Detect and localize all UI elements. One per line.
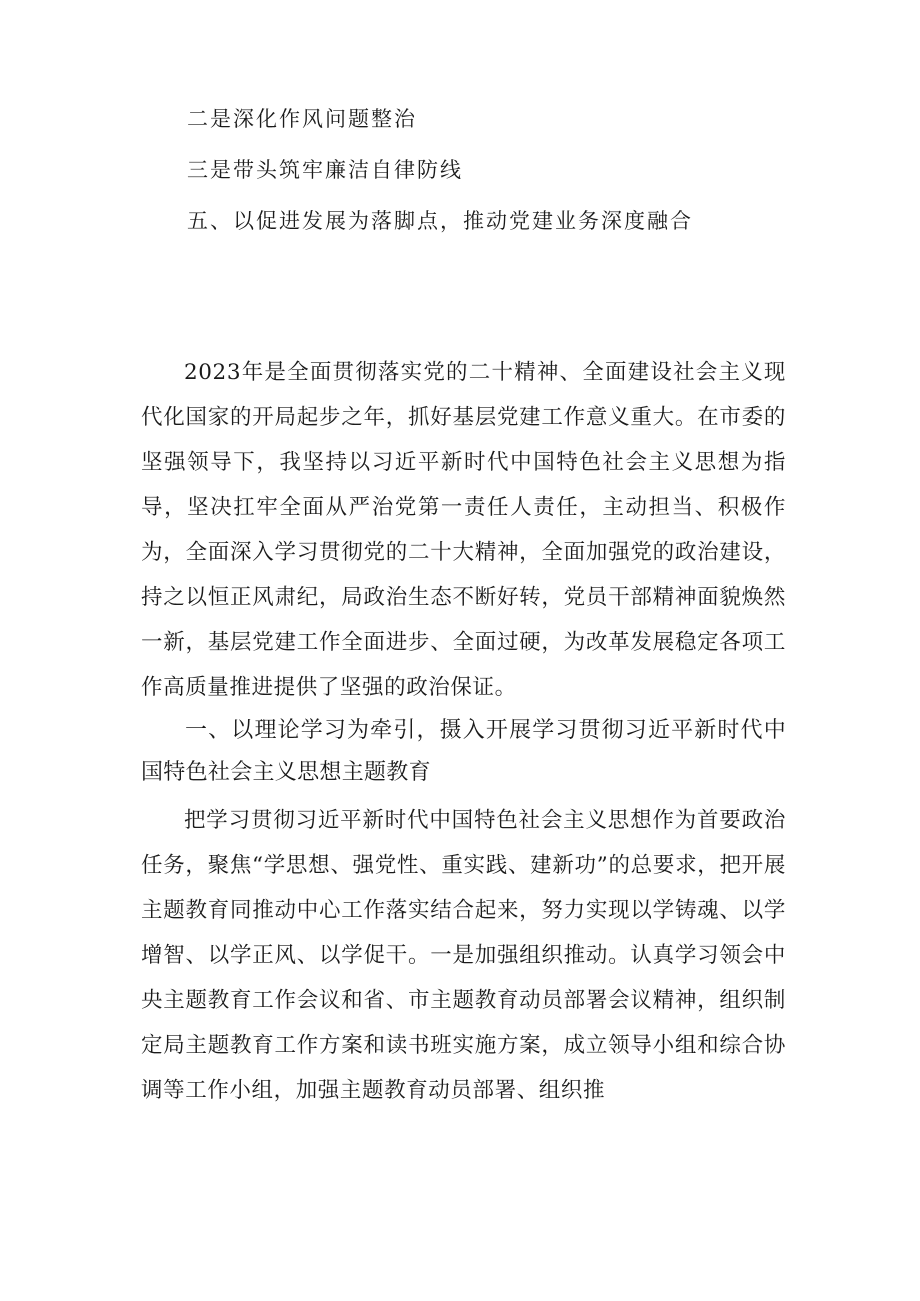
intro-paragraph: 2023年是全面贯彻落实党的二十精神、全面建设社会主义现代化国家的开局起步之年，抓好基层党建工作意义重大。在市委的坚强领导下，我坚持以习近平新时代中国特色社会主义思想为指导，坚决扛牢全面从严治党第一责任人责任，主动担当、积极作为，全面深入学习贯彻党的二十大精神，全面加强党的政治建设，持之以恒正风肃纪，局政治生态不断好转，党员干部精神面貌焕然一新，基层党建工作全面进步、全面过硬，为改革发展稳定各项工作高质量推进提供了坚强的政治保证。 bbox=[141, 360, 786, 700]
toc-item: 三是带头筑牢廉洁自律防线 bbox=[187, 158, 463, 182]
section-paragraph: 把学习贯彻习近平新时代中国特色社会主义思想作为首要政治任务，聚焦“学思想、强党性、重实践、建新功”的总要求，把开展主题教育同推动中心工作落实结合起来，努力实现以学铸魂、以学增智、以学正风、以学促干。一是加强组织推动。认真学习领会中央主题教育工作会议和省、市主题教育动员部署会议精神，组织制定局主题教育工作方案和读书班实施方案，成立领导小组和综合协调等工作小组，加强主题教育动员部署、组织推 bbox=[141, 808, 786, 1103]
toc-item: 五、以促进发展为落脚点，推动党建业务深度融合 bbox=[187, 209, 693, 233]
section-heading: 一、以理论学习为牵引，摄入开展学习贯彻习近平新时代中国特色社会主义思想主题教育 bbox=[141, 718, 786, 785]
document-body bbox=[141, 350, 786, 1113]
toc-item: 二是深化作风问题整治 bbox=[187, 107, 417, 131]
table-of-contents bbox=[187, 106, 807, 259]
